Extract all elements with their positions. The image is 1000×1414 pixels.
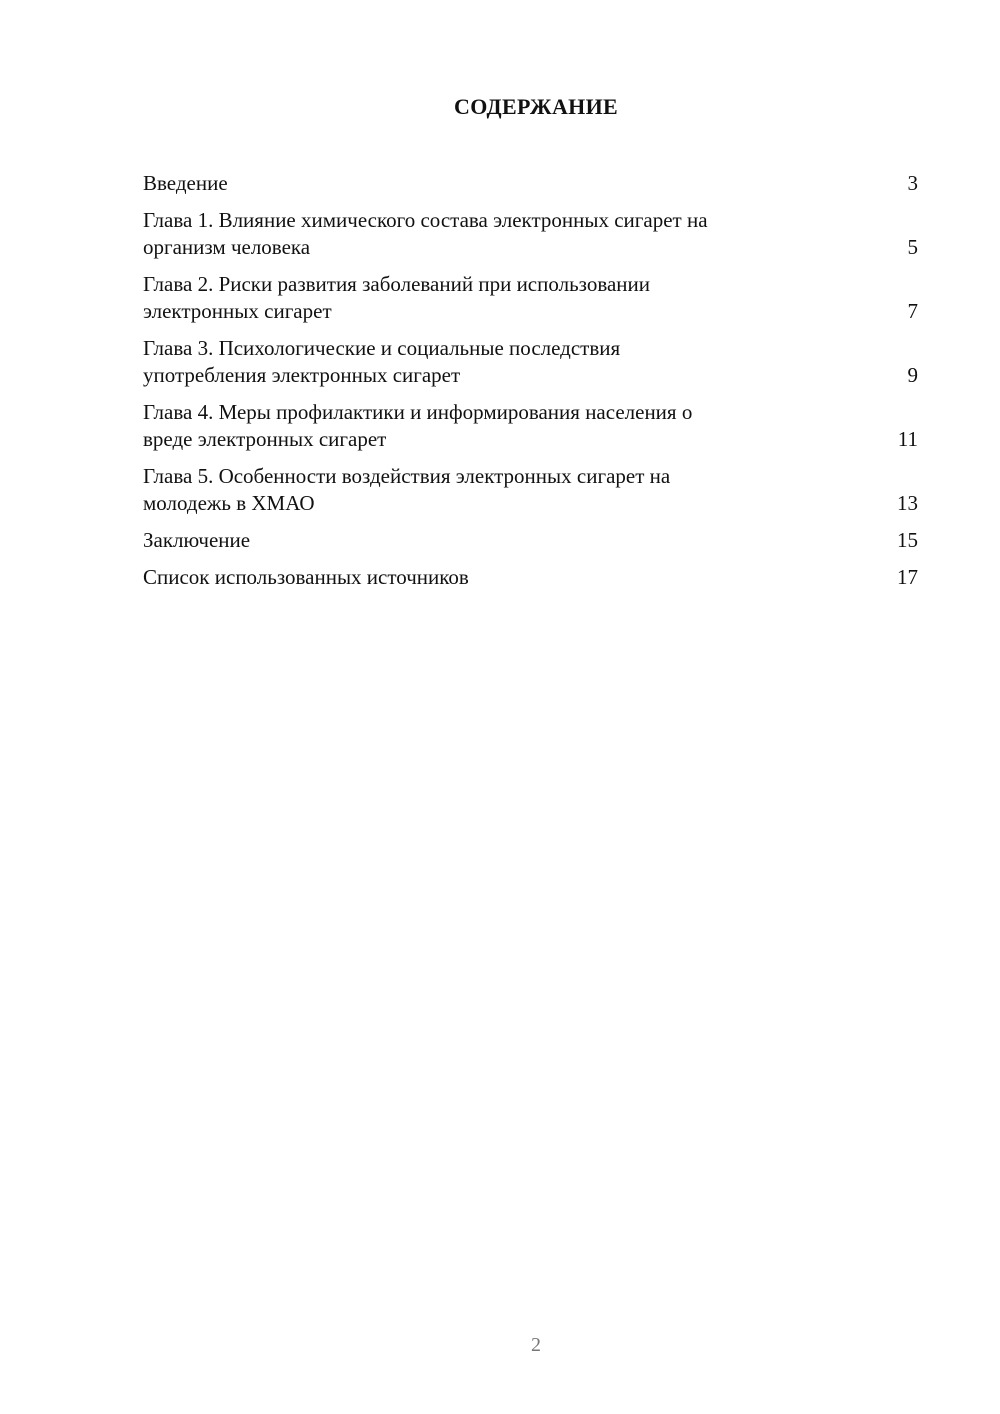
toc-entry-title-line: организм человека	[143, 235, 311, 259]
toc-entry-title	[143, 207, 708, 261]
toc-entry-page: 7	[907, 299, 918, 323]
toc-entry-title-line: электронных сигарет	[143, 299, 332, 323]
toc-entry-title-line: Глава 5. Особенности воздействия электронных сигарет на	[143, 464, 671, 488]
toc-entry-references	[143, 564, 918, 591]
toc-entry-chapter-5	[143, 463, 918, 517]
toc-entry-title	[143, 399, 692, 453]
toc-entry-title-line: Глава 2. Риски развития заболеваний при использовании	[143, 272, 650, 296]
toc-entry-title	[143, 170, 228, 197]
toc-entry-page: 9	[907, 363, 918, 387]
toc-entry-page: 15	[897, 528, 918, 552]
table-of-contents	[143, 170, 918, 601]
toc-entry-page: 17	[897, 565, 918, 589]
toc-entry-chapter-2	[143, 271, 918, 325]
toc-entry-page: 3	[907, 171, 918, 195]
toc-entry-title-line: Глава 4. Меры профилактики и информирования населения о	[143, 400, 693, 424]
toc-entry-title	[143, 527, 250, 554]
toc-entry-title-line: молодежь в ХМАО	[143, 491, 315, 515]
toc-entry-title-line: вреде электронных сигарет	[143, 427, 387, 451]
toc-entry-introduction	[143, 170, 918, 197]
toc-entry-title-line: Список использованных источников	[143, 565, 469, 589]
toc-entry-title	[143, 335, 620, 389]
toc-entry-title-line: Заключение	[143, 528, 251, 552]
toc-entry-conclusion	[143, 527, 918, 554]
toc-entry-chapter-3	[143, 335, 918, 389]
toc-entry-title-line: Глава 1. Влияние химического состава электронных сигарет на	[143, 208, 708, 232]
toc-entry-chapter-4	[143, 399, 918, 453]
page-number: 2	[531, 1334, 541, 1356]
toc-entry-chapter-1	[143, 207, 918, 261]
toc-entry-title	[143, 463, 670, 517]
toc-entry-page: 11	[897, 427, 918, 451]
toc-entry-title	[143, 271, 650, 325]
toc-entry-page: 13	[897, 491, 918, 515]
toc-entry-title	[143, 564, 469, 591]
toc-heading: СОДЕРЖАНИЕ	[454, 94, 618, 119]
toc-entry-page: 5	[907, 235, 918, 259]
toc-entry-title-line: Глава 3. Психологические и социальные последствия	[143, 336, 621, 360]
toc-entry-title-line: Введение	[143, 171, 228, 195]
toc-entry-title-line: употребления электронных сигарет	[143, 363, 461, 387]
